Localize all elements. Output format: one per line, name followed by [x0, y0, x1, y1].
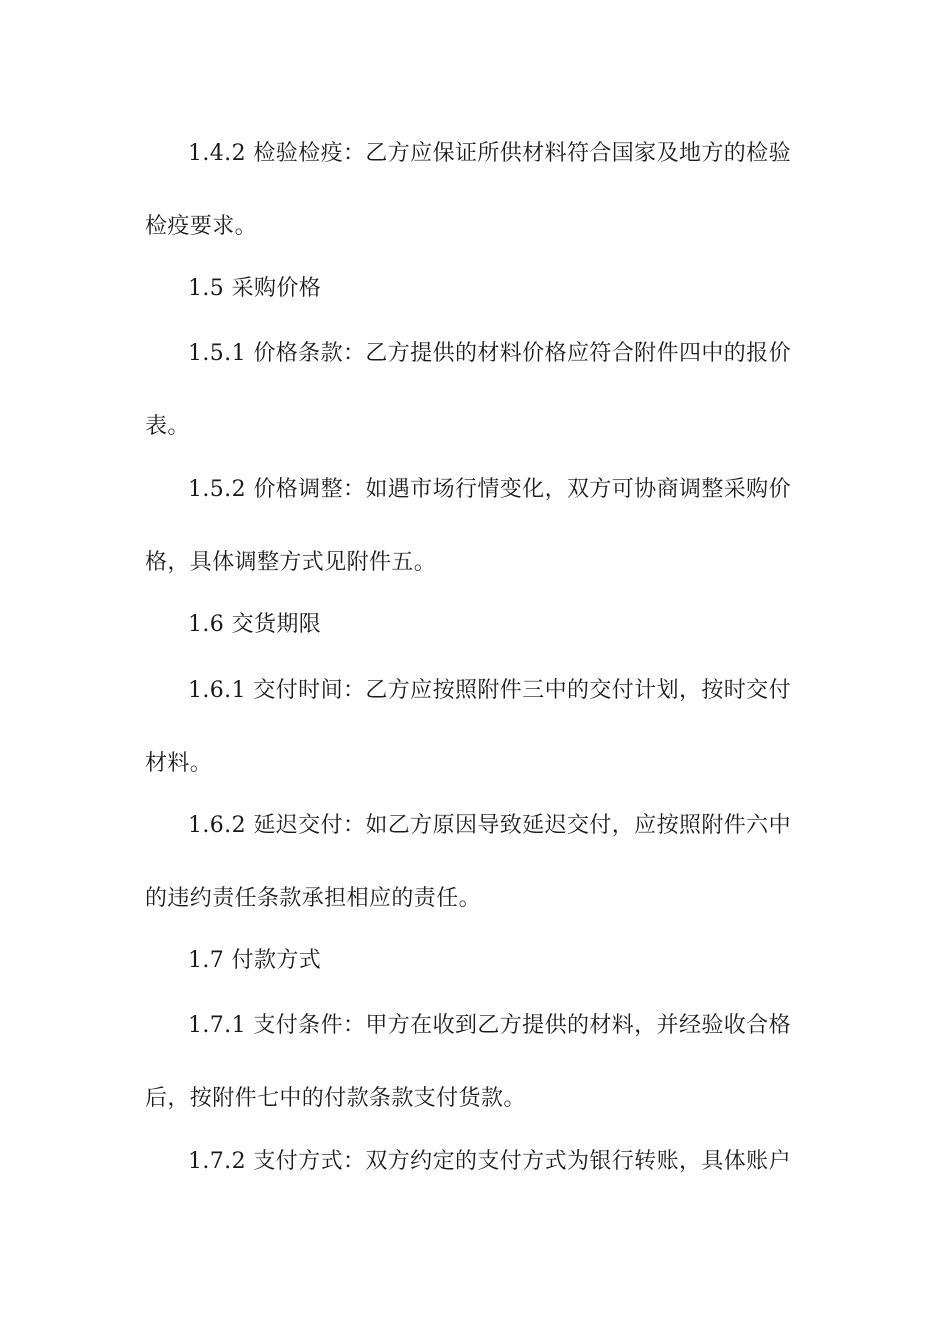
- clause-1-7-2-line-1: 1.7.2 支付方式：双方约定的支付方式为银行转账，具体账户: [188, 1149, 791, 1174]
- clause-1-5-1-line-1: 1.5.1 价格条款：乙方提供的材料价格应符合附件四中的报价: [188, 341, 791, 366]
- clause-1-6-2-line-1: 1.6.2 延迟交付：如乙方原因导致延迟交付，应按照附件六中: [188, 813, 791, 838]
- clause-1-6-1-line-2: 材料。: [145, 751, 213, 776]
- clause-1-6-2-line-2: 的违约责任条款承担相应的责任。: [145, 886, 482, 911]
- clause-1-4-2-line-1: 1.4.2 检验检疫：乙方应保证所供材料符合国家及地方的检验: [188, 141, 791, 166]
- clause-1-5-2-line-1: 1.5.2 价格调整：如遇市场行情变化，双方可协商调整采购价: [188, 477, 791, 502]
- clause-1-7-1-line-1: 1.7.1 支付条件：甲方在收到乙方提供的材料，并经验收合格: [188, 1013, 791, 1038]
- clause-1-7-1-line-2: 后，按附件七中的付款条款支付货款。: [145, 1086, 526, 1111]
- clause-1-6-1-line-1: 1.6.1 交付时间：乙方应按照附件三中的交付计划，按时交付: [188, 678, 791, 703]
- section-1-5-heading: 1.5 采购价格: [188, 276, 322, 301]
- clause-1-4-2-line-2: 检疫要求。: [145, 214, 258, 239]
- section-1-6-heading: 1.6 交货期限: [188, 612, 322, 637]
- clause-1-5-1-line-2: 表。: [145, 414, 190, 439]
- clause-1-5-2-line-2: 格，具体调整方式见附件五。: [145, 550, 437, 575]
- section-1-7-heading: 1.7 付款方式: [188, 948, 322, 973]
